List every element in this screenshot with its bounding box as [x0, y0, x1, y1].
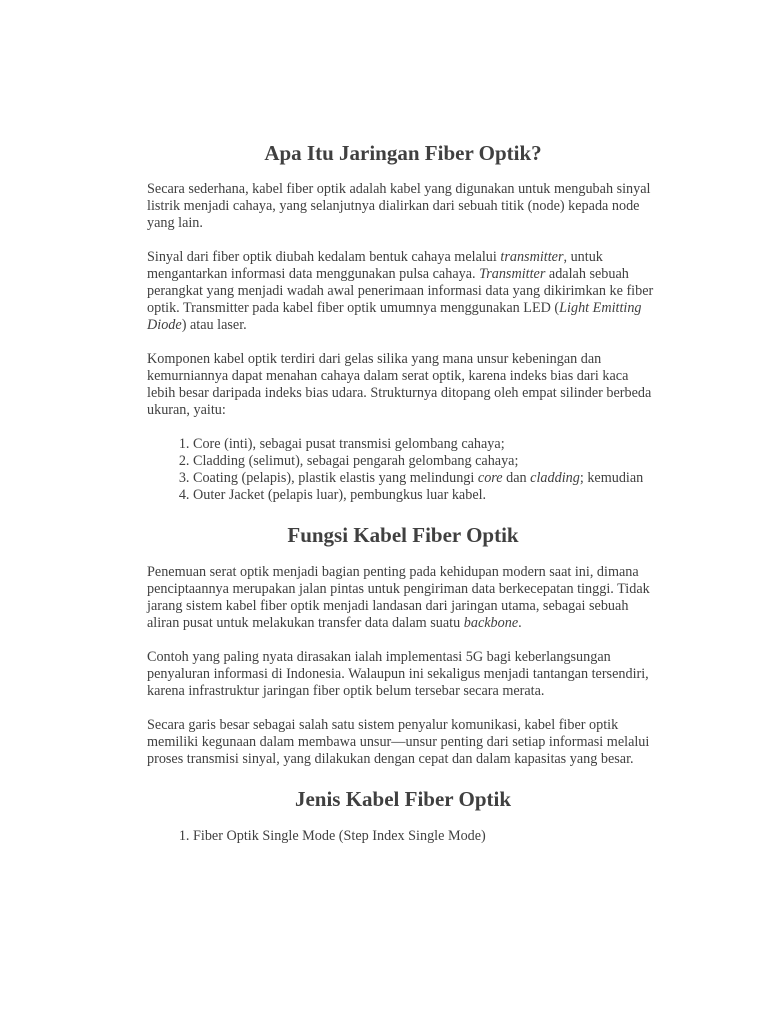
- paragraph-transmitter: [147, 249, 659, 334]
- list-item: 1. Fiber Optik Single Mode (Step Index Single Mode): [193, 828, 659, 845]
- section-title-fungsi: Fungsi Kabel Fiber Optik: [287, 523, 519, 547]
- document-content: [147, 140, 659, 845]
- text-run: adalah sebuah perangkat yang menjadi wadah awal penerimaan informasi data yang dikirimkan ke fiber optik. Transmitter pada kabel fiber optik umumnya menggunakan LED (: [147, 266, 654, 316]
- text-run: , untuk mengantarkan informasi data menggunakan pulsa cahaya.: [147, 249, 603, 282]
- paragraph-components: Komponen kabel optik terdiri dari gelas silika yang mana unsur kebeningan dan kemurniannya dapat menahan cahaya dalam serat optik, karena indeks bias dari kaca lebih besar daripada indeks bias udara. Strukturnya ditopang oleh empat silinder berbeda ukuran, yaitu:: [147, 351, 652, 418]
- type-list: [147, 828, 659, 845]
- paragraph-discovery: [147, 564, 659, 632]
- component-list: [147, 436, 659, 504]
- paragraph-definition: Secara sederhana, kabel fiber optik adalah kabel yang digunakan untuk mengubah sinyal listrik menjadi cahaya, yang selanjutnya dialirkan dari sebuah titik (node) kepada node yang lain.: [147, 181, 651, 231]
- text-run: dan: [502, 470, 531, 486]
- list-item: 1. Core (inti), sebagai pusat transmisi gelombang cahaya;: [193, 436, 659, 453]
- italic-term-led: Light Emitting Diode: [147, 300, 642, 333]
- list-item: 4. Outer Jacket (pelapis luar), pembungkus luar kabel.: [193, 487, 659, 504]
- section-title-jenis: Jenis Kabel Fiber Optik: [294, 787, 512, 811]
- text-run: ) atau laser.: [181, 317, 247, 333]
- italic-term-transmitter-2: Transmitter: [479, 266, 546, 282]
- italic-term-cladding: cladding: [530, 470, 580, 486]
- italic-term-backbone: backbone: [463, 615, 519, 631]
- list-item: 2. Cladding (selimut), sebagai pengarah gelombang cahaya;: [193, 453, 659, 470]
- paragraph-summary: Secara garis besar sebagai salah satu sistem penyalur komunikasi, kabel fiber optik memiliki kegunaan dalam membawa unsur—unsur penting dari setiap informasi melalui proses transmisi sinyal, yang dilakukan dengan cepat dan dalam kapasitas yang besar.: [147, 717, 650, 767]
- text-run: Coating (pelapis), plastik elastis yang melindungi: [193, 470, 478, 486]
- text-run: ; kemudian: [579, 470, 644, 486]
- italic-term-core: core: [477, 470, 503, 486]
- text-run: .: [518, 615, 522, 631]
- italic-term-transmitter: transmitter: [500, 249, 564, 265]
- section-title-apa-itu: Apa Itu Jaringan Fiber Optik?: [264, 141, 542, 165]
- text-run: Sinyal dari fiber optik diubah kedalam bentuk cahaya melalui: [147, 249, 501, 265]
- paragraph-5g: Contoh yang paling nyata dirasakan ialah implementasi 5G bagi keberlangsungan penyaluran informasi di Indonesia. Walaupun ini sekaligus menjadi tantangan tersendiri, karena infrastruktur jaringan fiber optik belum tersebar secara merata.: [147, 649, 649, 699]
- list-item: [193, 470, 659, 487]
- text-run: Penemuan serat optik menjadi bagian penting pada kehidupan modern saat ini, dimana penciptaannya merupakan jalan pintas untuk pengiriman data berkecepatan tinggi. Tidak jarang sistem kabel fiber optik menjadi landasan dari jaringan utama, sebagai sebuah aliran pusat untuk melakukan transfer data dalam suatu: [147, 564, 650, 631]
